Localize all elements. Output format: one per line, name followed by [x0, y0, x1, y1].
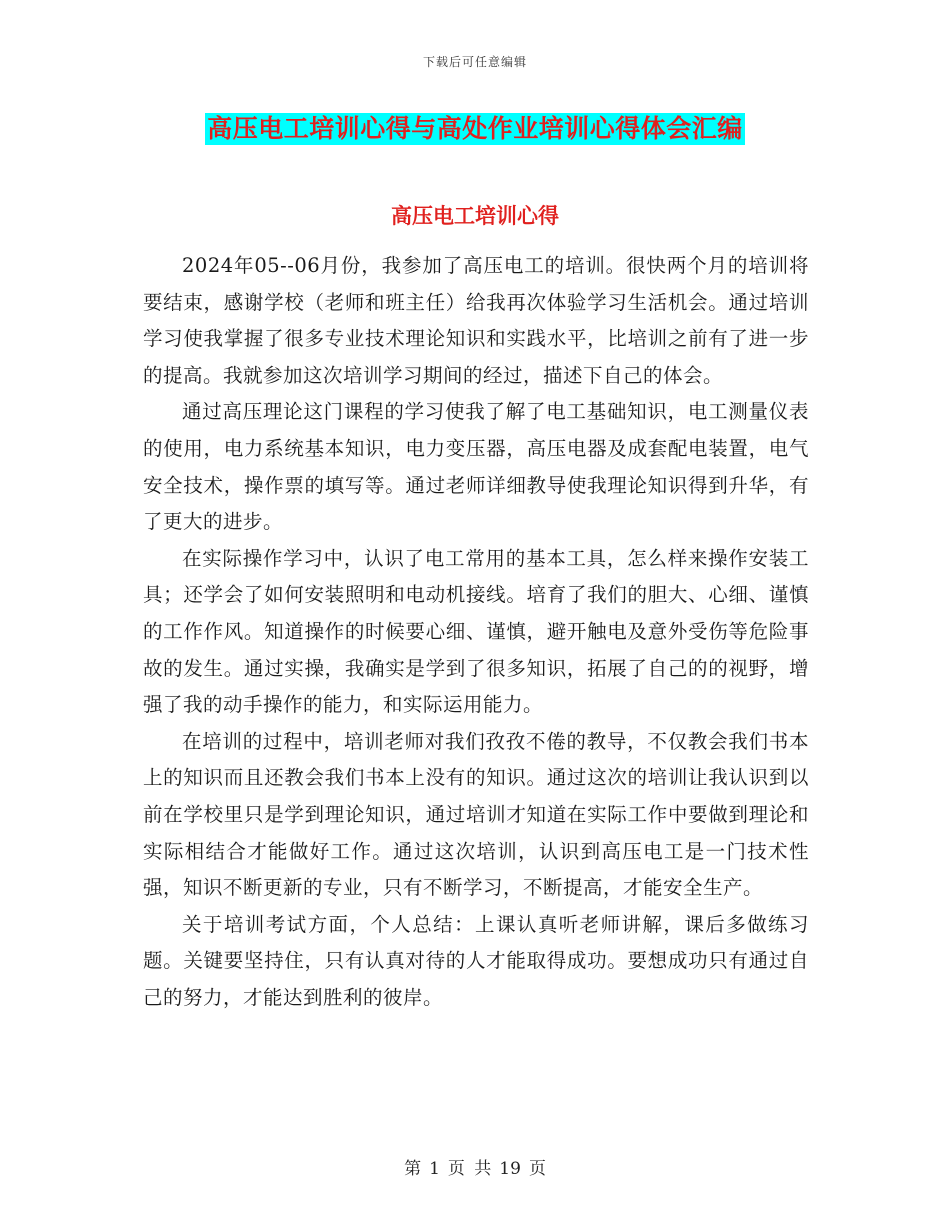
page-label-middle: 页 共	[447, 1159, 492, 1179]
paragraph: 在培训的过程中，培训老师对我们孜孜不倦的教导，不仅教会我们书本上的知识而且还教会我们书本上没有的知识。通过这次的培训让我认识到以前在学校里只是学到理论知识，通过培训才知道在实际工作中要做到理论和实际相结合才能做好工作。通过这次培训，认识到高压电工是一门技术性强，知识不断更新的专业，只有不断学习，不断提高，才能安全生产。	[143, 729, 809, 900]
page-footer	[0, 1154, 950, 1179]
total-pages: 19	[499, 1159, 521, 1179]
page-label-suffix: 页	[528, 1159, 546, 1179]
paragraph: 2024年05--06月份，我参加了高压电工的培训。很快两个月的培训将要结束，感谢学校（老师和班主任）给我再次体验学习生活机会。通过培训学习使我掌握了很多专业技术理论知识和实践水平，比培训之前有了进一步的提高。我就参加这次培训学习期间的经过，描述下自己的体会。	[143, 254, 809, 387]
page-label-prefix: 第	[404, 1159, 422, 1179]
document-title: 高压电工培训心得与高处作业培训心得体会汇编	[207, 114, 743, 143]
page-header-note: 下载后可任意编辑	[422, 55, 527, 69]
paragraph: 通过高压理论这门课程的学习使我了解了电工基础知识，电工测量仪表的使用，电力系统基本知识，电力变压器，高压电器及成套配电装置，电气安全技术，操作票的填写等。通过老师详细教导使我理论知识得到升华，有了更大的进步。	[143, 400, 809, 534]
page-number: 1	[429, 1159, 440, 1179]
paragraph: 在实际操作学习中，认识了电工常用的基本工具，怎么样来操作安装工具；还学会了如何安装照明和电动机接线。培育了我们的胆大、心细、谨慎的工作作风。知道操作的时候要心细、谨慎，避开触电及意外受伤等危险事故的发生。通过实操，我确实是学到了很多知识，拓展了自己的的视野，增强了我的动手操作的能力，和实际运用能力。	[143, 546, 809, 717]
document-body	[143, 248, 809, 1016]
document-title-wrapper	[0, 113, 950, 145]
section-title: 高压电工培训心得	[391, 203, 559, 228]
paragraph: 关于培训考试方面，个人总结：上课认真听老师讲解，课后多做练习题。关键要坚持住，只有认真对待的人才能取得成功。要想成功只有通过自己的努力，才能达到胜利的彼岸。	[143, 912, 809, 1009]
